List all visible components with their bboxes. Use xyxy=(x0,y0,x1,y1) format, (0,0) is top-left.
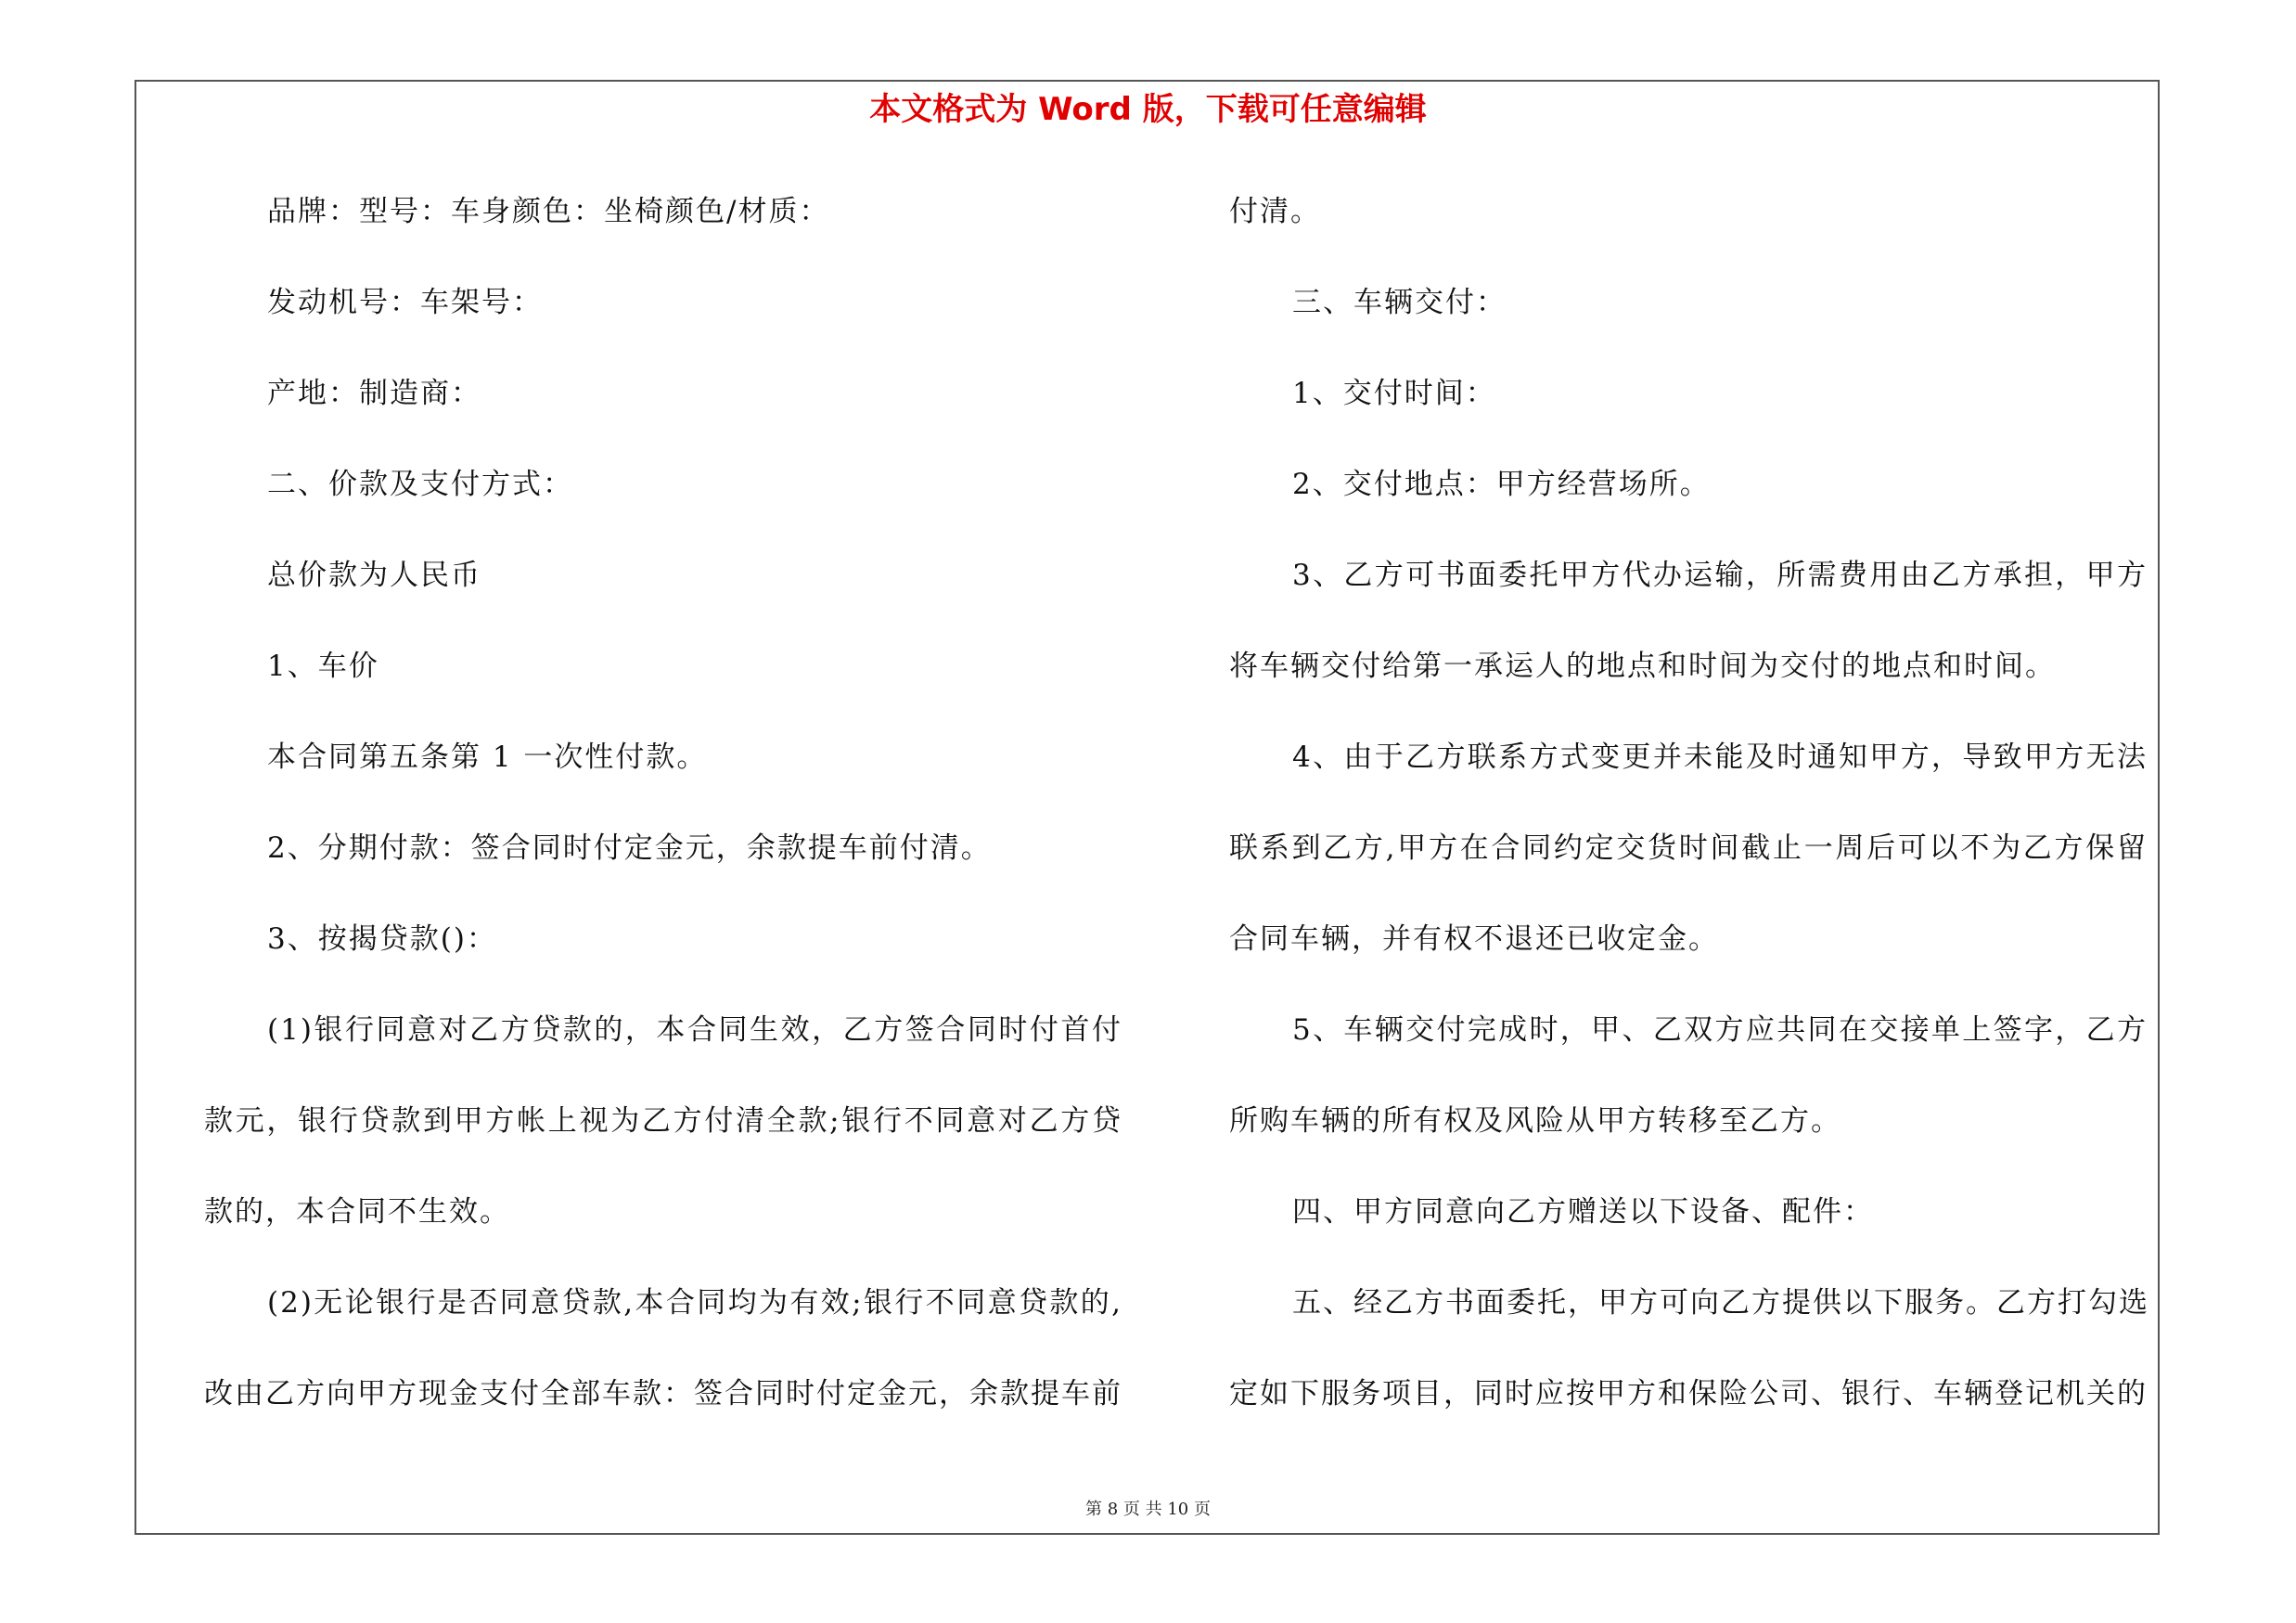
text-line: 总价款为人民币 xyxy=(267,559,481,592)
text-line: 3、按揭贷款()： xyxy=(267,922,497,956)
text-line: 4、由于乙方联系方式变更并未能及时通知甲方，导致甲方无法 xyxy=(1292,741,2148,774)
text-line: 本合同第五条第 1 一次性付款。 xyxy=(267,741,708,774)
text-line: (2)无论银行是否同意贷款,本合同均为有效;银行不同意贷款的, xyxy=(267,1286,1122,1320)
text-line: 改由乙方向甲方现金支付全部车款：签合同时付定金元，余款提车前 xyxy=(204,1377,1122,1410)
text-line: 3、乙方可书面委托甲方代办运输，所需费用由乙方承担，甲方 xyxy=(1292,559,2148,592)
text-line: 1、车价 xyxy=(267,650,379,683)
text-line: 付清。 xyxy=(1229,195,1321,228)
text-line: 5、车辆交付完成时，甲、乙双方应共同在交接单上签字，乙方 xyxy=(1292,1013,2148,1047)
word-format-notice: 本文格式为 Word 版，下载可任意编辑 xyxy=(869,91,1427,128)
text-line: 1、交付时间： xyxy=(1292,377,1496,410)
left-column xyxy=(204,184,1122,1457)
right-column xyxy=(1229,184,2148,1457)
text-line: 定如下服务项目，同时应按甲方和保险公司、银行、车辆登记机关的 xyxy=(1229,1377,2148,1410)
text-line: 款的，本合同不生效。 xyxy=(204,1195,510,1229)
text-line: 五、经乙方书面委托，甲方可向乙方提供以下服务。乙方打勾选 xyxy=(1292,1286,2149,1320)
page-number: 第 8 页 共 10 页 xyxy=(1085,1500,1211,1519)
text-line: 联系到乙方,甲方在合同约定交货时间截止一周后可以不为乙方保留 xyxy=(1229,831,2148,865)
text-line: 将车辆交付给第一承运人的地点和时间为交付的地点和时间。 xyxy=(1229,650,2056,683)
text-line: 所购车辆的所有权及风险从甲方转移至乙方。 xyxy=(1229,1104,1841,1138)
text-line: 品牌：型号：车身颜色：坐椅颜色/材质： xyxy=(267,195,830,228)
text-line: 产地：制造商： xyxy=(267,377,481,410)
text-line: 发动机号：车架号： xyxy=(267,286,543,319)
text-line: 款元，银行贷款到甲方帐上视为乙方付清全款;银行不同意对乙方贷 xyxy=(204,1104,1122,1138)
text-line: 二、价款及支付方式： xyxy=(267,468,573,501)
text-line: 2、分期付款：签合同时付定金元，余款提车前付清。 xyxy=(267,831,992,865)
text-line: 四、甲方同意向乙方赠送以下设备、配件： xyxy=(1292,1195,1874,1229)
text-line: (1)银行同意对乙方贷款的，本合同生效，乙方签合同时付首付 xyxy=(267,1013,1122,1047)
text-line: 合同车辆，并有权不退还已收定金。 xyxy=(1229,922,1719,956)
text-line: 2、交付地点：甲方经营场所。 xyxy=(1292,468,1711,501)
text-line: 三、车辆交付： xyxy=(1292,286,1507,319)
